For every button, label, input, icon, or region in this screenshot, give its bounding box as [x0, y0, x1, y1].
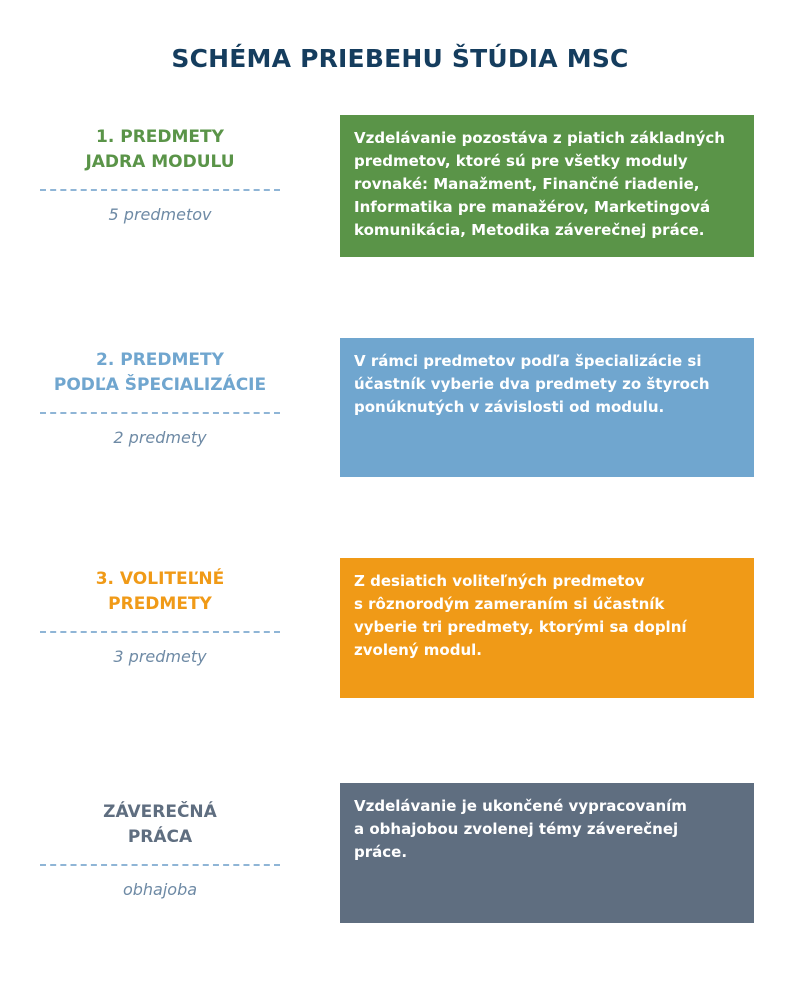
dashed-divider: [40, 189, 280, 191]
section-label: [38, 800, 282, 899]
section-count: 3 predmety: [113, 647, 207, 666]
page-title: SCHÉMA PRIEBEHU ŠTÚDIA MSC: [171, 44, 629, 73]
section-count: 2 predmety: [113, 428, 207, 447]
section-label: [38, 567, 282, 666]
section-heading: 2. PREDMETY PODĽA ŠPECIALIZÁCIE: [53, 350, 267, 395]
section-count: 5 predmetov: [108, 205, 212, 224]
section-heading: 3. VOLITEĽNÉ PREDMETY: [95, 569, 225, 614]
section-description-box: Vzdelávanie je ukončené vypracovaním a obhajobou zvolenej témy záverečnej práce.: [340, 783, 754, 923]
section-description-box: Vzdelávanie pozostáva z piatich základných predmetov, ktoré sú pre všetky moduly rovnaké: Manažment, Finančné riadenie, Informatika pre manažérov, Marketingová komunikácia, Metodika záverečnej práce.: [340, 115, 754, 257]
section-count: obhajoba: [122, 880, 198, 899]
section-label: [38, 348, 282, 447]
section-heading: ZÁVEREČNÁ PRÁCA: [103, 802, 217, 847]
section-description-box: V rámci predmetov podľa špecializácie si účastník vyberie dva predmety zo štyroch ponúknutých v závislosti od modulu.: [340, 338, 754, 477]
section-heading: 1. PREDMETY JADRA MODULU: [85, 127, 235, 172]
section-label: [38, 125, 282, 224]
dashed-divider: [40, 631, 280, 633]
section-description-box: Z desiatich voliteľných predmetov s rôznorodým zameraním si účastník vyberie tri predmety, ktorými sa doplní zvolený modul.: [340, 558, 754, 698]
dashed-divider: [40, 412, 280, 414]
dashed-divider: [40, 864, 280, 866]
